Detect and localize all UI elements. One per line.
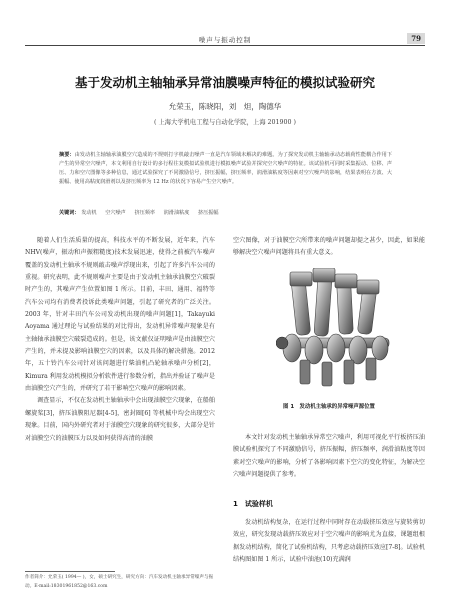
body-paragraph: 调查显示，不仅在发动机主轴轴承中会出现油膜空穴现象，在船舶螺旋桨[3]，挤压油膜阻尼器[4-5]，密封圈[6] 等机械中均会出现空穴现象。目前，国内外研究者对于油膜空穴现象的研究很多，大部分是针对油膜空穴的油膜压力以及如何获得高清的油膜 bbox=[25, 397, 215, 442]
journal-name: 噪声与振动控制 bbox=[198, 36, 252, 44]
right-column-top bbox=[233, 235, 425, 260]
keyword: 挤压振幅 bbox=[198, 210, 219, 216]
header-rule bbox=[25, 45, 425, 46]
body-paragraph: 本文针对发动机主轴轴承异常空穴噪声，利用可视化平行板挤压油膜试验机探究了不同激励信号，挤压振幅，挤压频率，润滑油粘度等因素对空穴噪声的影响，分析了各影响因素下空穴的变化特征，为解决空穴噪声问题提供了参考。 bbox=[233, 434, 425, 479]
abstract bbox=[59, 151, 392, 187]
figure-caption: 图 1 发动机主轴承的异常噪声源位置 bbox=[283, 404, 375, 410]
right-column-bottom bbox=[233, 517, 425, 566]
abstract-text: 由发动机主轴轴承油膜空穴造成的不规则打字机敲击噪声一直是汽车领域未解决的难题。为了探究发动机主轴轴承动态载荷性能耦合作用下产生的异常空穴噪声，本文利用自行设计的多行程往复模拟试验机进行模拟噪声试验并探究空穴噪声的特征。该试验机可同时采集振动、位移、声压、力和空穴图像等多种信息，通过试验探究了不同激励信号，挤压振幅，挤压频率，润滑油粘度等因素对空穴噪声的影响，结果表明在方波、大振幅、使用高粘度润滑剂以及挤压频率为 12 Hz 的状况下容易产生空穴噪声。 bbox=[59, 152, 393, 185]
keyword: 润滑油粘度 bbox=[163, 210, 190, 216]
section-heading: 1 试验样机 bbox=[233, 500, 273, 508]
paper-title: 基于发动机主轴轴承异常油膜噪声特征的模拟试验研究 bbox=[74, 75, 375, 90]
author-list: 允荣玉，陈晓阳，刘 炟，陶德华 bbox=[168, 102, 282, 111]
body-paragraph: 空穴图像，对于油膜空穴所带来的噪声问题却提之甚少，因此，如果能够解决空穴噪声问题将具有重大意义。 bbox=[233, 237, 425, 257]
affiliation: ( 上海大学机电工程与自动化学院，上海 201900 ) bbox=[153, 119, 296, 126]
page-number: 79 bbox=[407, 33, 425, 44]
engine-crankshaft-figure bbox=[276, 268, 391, 391]
running-header bbox=[25, 33, 425, 45]
keyword: 发动机 bbox=[81, 210, 97, 216]
footnote-rule bbox=[25, 571, 115, 572]
keywords-label: 关键词： bbox=[59, 210, 80, 216]
right-column-mid bbox=[233, 432, 425, 481]
keyword: 挤压频率 bbox=[134, 210, 156, 216]
keywords bbox=[59, 209, 392, 216]
body-paragraph: 随着人们生活质量的提高，科技水平的不断发展，近年来，汽车 NHV(噪声，振动和声振粗糙度)技术发展迅速，使得之前被汽车噪声覆盖的发动机主轴承不规则敲击噪声浮现出来，引起了许多汽车公司的重视。研究表明，此不规则噪声主要是由于发动机主轴承油膜空穴破裂时产生的，其噪声产生位置如图 1 所示。目前，丰田、通用、福特等汽车公司均有消费者投诉此类噪声问题，引起了研究者的广泛关注。2003 年，针对丰田汽车公司发动机出现的噪声问题[1]，Takayuki Aoyama 通过理论与试验结果的对比得出，发动机异常噪声现象是有主轴轴承油膜空穴破裂造成的。但是，该文献仅证明噪声是由油膜空穴产生的，并未提及影响油膜空穴的因素，以及具体的解决措施。2012 年，五十铃汽车公司针对该问题进行柴油机凸轮轴承噪声分析[2]，Kimura 利用发动机模拟分析软件进行参数分析，指出并验证了噪声是由油膜空穴产生的，并研究了若干影响空穴噪声的影响因素。 bbox=[25, 237, 215, 393]
crankshaft-illustration bbox=[276, 268, 391, 391]
body-paragraph: 发动机结构复杂，在运行过程中同时存在动载挤压效应与旋转剪切效应，研究发现动载挤压效应对于空穴噪声的影响尤为直接，课题组根据发动机结构，简化了试验机结构，只考虑动载挤压效应[7-8]。试验机结构图如图 1 所示，试验中油池(10)充满润 bbox=[233, 519, 425, 564]
left-column bbox=[25, 235, 215, 445]
author-footnote: 作者简介：允荣玉( 1994— )，女，硕士研究生，研究方向：汽车发动机主轴承异常噪声与振动。E-mail:18301961852@163.com bbox=[25, 575, 214, 589]
keyword: 空穴噪声 bbox=[105, 210, 126, 216]
abstract-label: 摘要： bbox=[59, 152, 75, 158]
